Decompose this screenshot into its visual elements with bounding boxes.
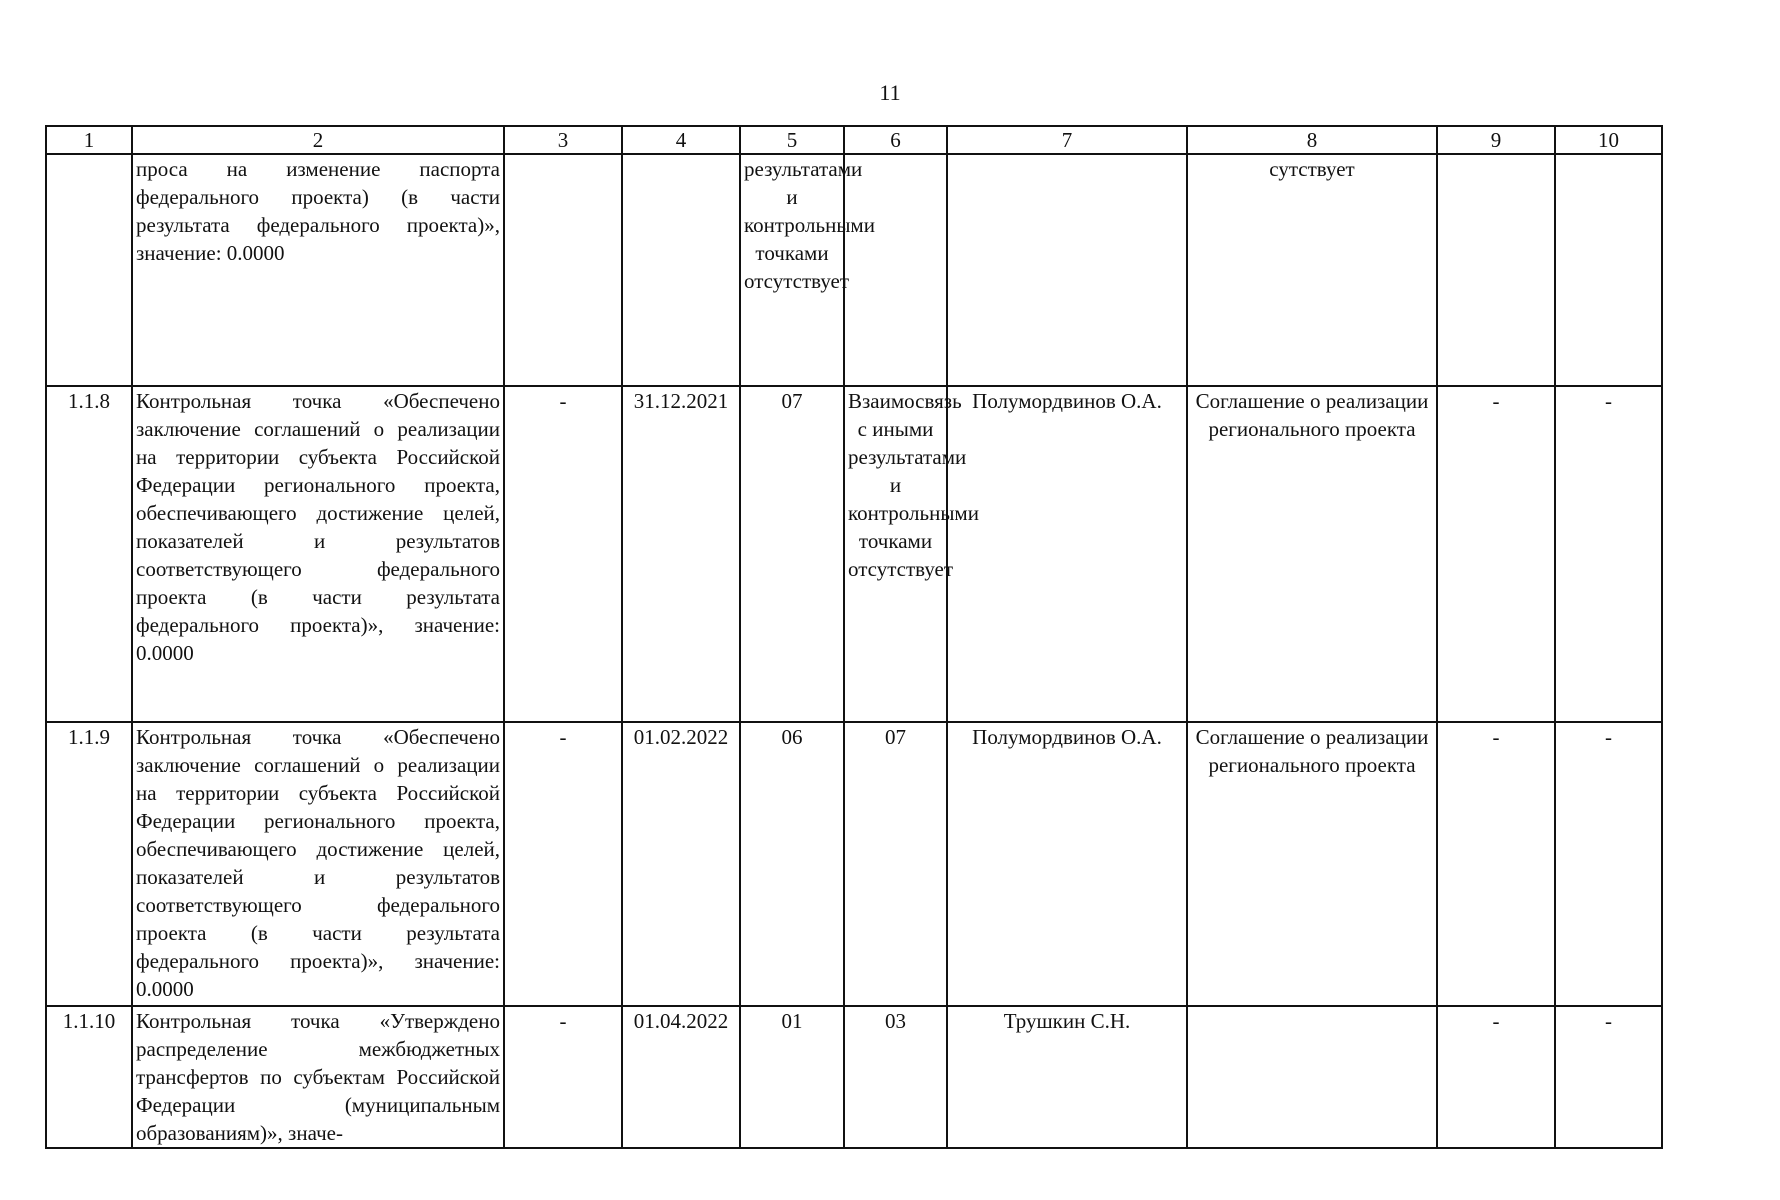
col6-cell: Взаимосвязь с иными результатами и контрольными точками отсутствует [844,386,947,722]
col5-cell: результатами и контрольными точками отсутствует [740,154,844,386]
col6-cell [844,154,947,386]
page-number: 11 [879,80,901,105]
description-cell: Контрольная точка «Обеспечено заключение соглашений о реализации на территории субъекта Российской Федерации регионального проекта, обеспечивающего достижение целей, показателей и результатов соответствующего федерального проекта (в части результата федерального проекта)», значение: 0.0000 [132,386,504,722]
col8-cell [1187,1006,1437,1148]
column-header-4: 4 [622,126,740,154]
col3-cell: - [504,1006,622,1148]
col6-cell: 07 [844,722,947,1006]
header-row [46,126,1662,154]
description-cell: проса на изменение паспорта федерального проекта) (в части результата федерального проекта)», значение: 0.0000 [132,154,504,386]
col4-cell: 31.12.2021 [622,386,740,722]
column-header-8: 8 [1187,126,1437,154]
description-cell: Контрольная точка «Обеспечено заключение соглашений о реализации на территории субъекта Российской Федерации регионального проекта, обеспечивающего достижение целей, показателей и результатов соответствующего федерального проекта (в части результата федерального проекта)», значение: 0.0000 [132,722,504,1006]
col9-cell: - [1437,1006,1555,1148]
col9-cell: - [1437,386,1555,722]
col5-cell: 07 [740,386,844,722]
col10-cell: - [1555,1006,1662,1148]
column-header-10: 10 [1555,126,1662,154]
row-number-cell [46,154,132,386]
col4-cell: 01.04.2022 [622,1006,740,1148]
col3-cell [504,154,622,386]
col7-cell: Полумордвинов О.А. [947,386,1187,722]
column-header-3: 3 [504,126,622,154]
col10-cell: - [1555,722,1662,1006]
description-cell: Контрольная точка «Утверждено распределение межбюджетных трансфертов по субъектам Российской Федерации (муниципальным образованиям)», значе- [132,1006,504,1148]
col9-cell [1437,154,1555,386]
col9-cell: - [1437,722,1555,1006]
row-number-cell: 1.1.10 [46,1006,132,1148]
row-number-cell: 1.1.9 [46,722,132,1006]
col8-cell: Соглашение о реализации регионального проекта [1187,722,1437,1006]
col7-cell: Трушкин С.Н. [947,1006,1187,1148]
document-table [45,125,1663,1149]
column-header-2: 2 [132,126,504,154]
col10-cell: - [1555,386,1662,722]
column-header-9: 9 [1437,126,1555,154]
col3-cell: - [504,722,622,1006]
col7-cell [947,154,1187,386]
col6-cell: 03 [844,1006,947,1148]
column-header-5: 5 [740,126,844,154]
col8-cell: сутствует [1187,154,1437,386]
table-row [46,1006,1662,1148]
column-header-7: 7 [947,126,1187,154]
table-row [46,722,1662,1006]
col4-cell: 01.02.2022 [622,722,740,1006]
col5-cell: 01 [740,1006,844,1148]
column-header-6: 6 [844,126,947,154]
table-row [46,154,1662,386]
col3-cell: - [504,386,622,722]
col10-cell [1555,154,1662,386]
row-number-cell: 1.1.8 [46,386,132,722]
column-header-1: 1 [46,126,132,154]
table-row [46,386,1662,722]
col5-cell: 06 [740,722,844,1006]
col8-cell: Соглашение о реализации регионального проекта [1187,386,1437,722]
col7-cell: Полумордвинов О.А. [947,722,1187,1006]
col4-cell [622,154,740,386]
